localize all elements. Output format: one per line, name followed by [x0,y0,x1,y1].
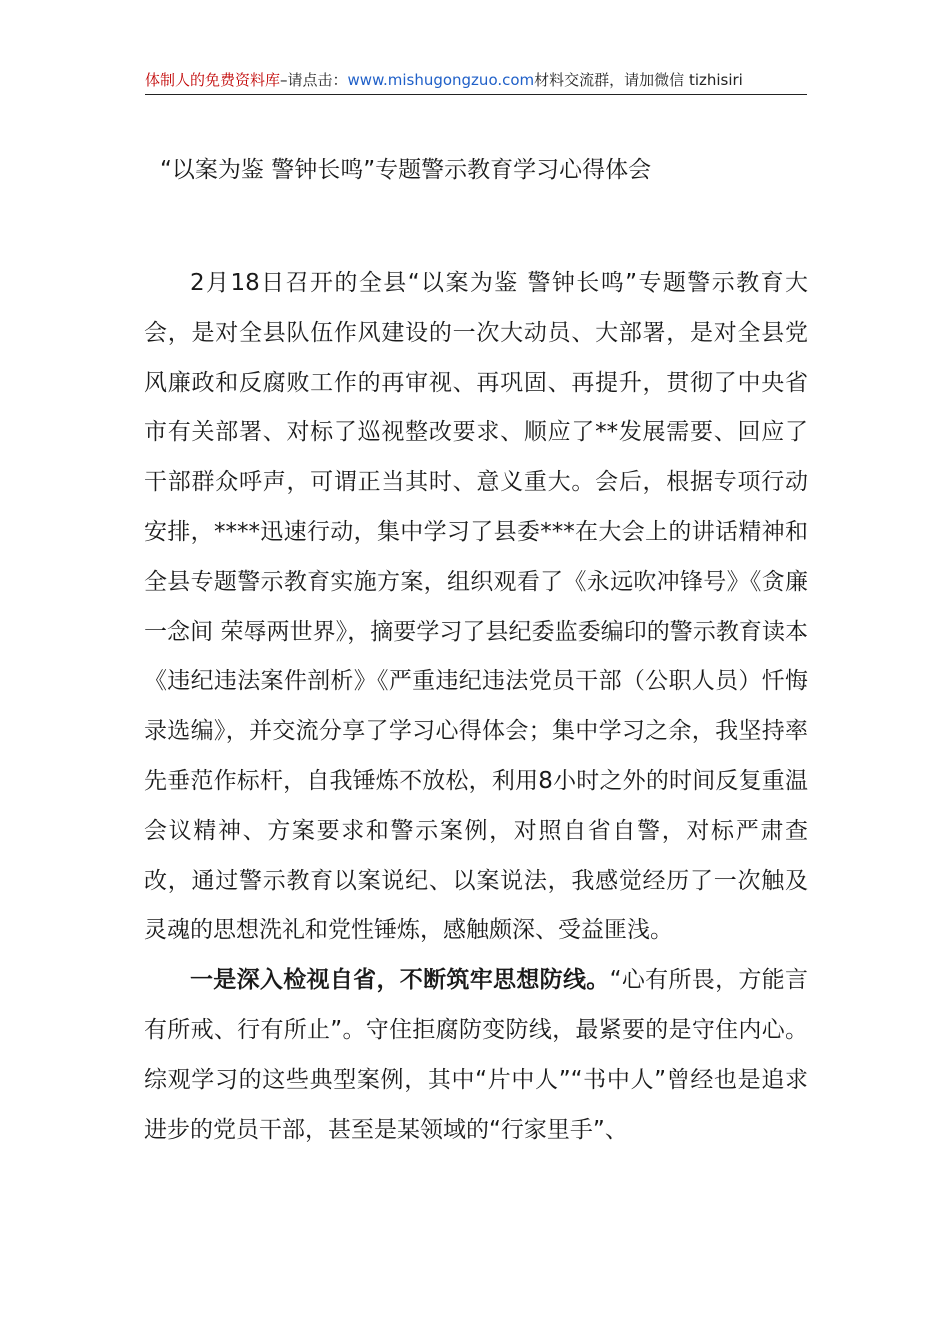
document-title: “以案为鉴 警钟长鸣”专题警示教育学习心得体会 [160,157,652,183]
header-url-link[interactable]: www.mishugongzuo.com [347,71,535,89]
header-tail: 材料交流群，请加微信 tizhisiri [534,71,743,89]
paragraph-1: 2月18日召开的全县“以案为鉴 警钟长鸣”专题警示教育大会，是对全县队伍作风建设的一次大动员、大部署，是对全县党风廉政和反腐败工作的再审视、再巩固、再提升，贯彻了中央省市有关部署、对标了巡视整改要求、顺应了**发展需要、回应了干部群众呼声，可谓正当其时、意义重大。会后，根据专项行动安排，****迅速行动，集中学习了县委***在大会上的讲话精神和全县专题警示教育实施方案，组织观看了《永远吹冲锋号》《贪廉一念间 荣辱两世界》，摘要学习了县纪委监委编印的警示教育读本《违纪违法案件剖析》《严重违纪违法党员干部（公职人员）忏悔录选编》，并交流分享了学习心得体会；集中学习之余，我坚持率先垂范作标杆，自我锤炼不放松，利用8小时之外的时间反复重温会议精神、方案要求和警示案例，对照自省自警，对标严肃查改，通过警示教育以案说纪、以案说法，我感觉经历了一次触及灵魂的思想洗礼和党性锤炼，感触颇深、受益匪浅。 [144,270,808,944]
paragraph-2 [144,956,808,1155]
paragraph-2-text: “心有所畏，方能言有所戒、行有所止”。守住拒腐防变防线，最紧要的是守住内心。综观学习的这些典型案例，其中“片中人”“书中人”曾经也是追求进步的党员干部，甚至是某领域的“行家里手”、 [144,967,808,1143]
header-brand: 体制人的免费资料库 [145,71,281,89]
document-body [144,259,808,1155]
header-prompt: –请点击： [280,71,348,89]
page-header [145,66,807,95]
paragraph-2-lead: 一是深入检视自省，不断筑牢思想防线。 [190,967,610,994]
